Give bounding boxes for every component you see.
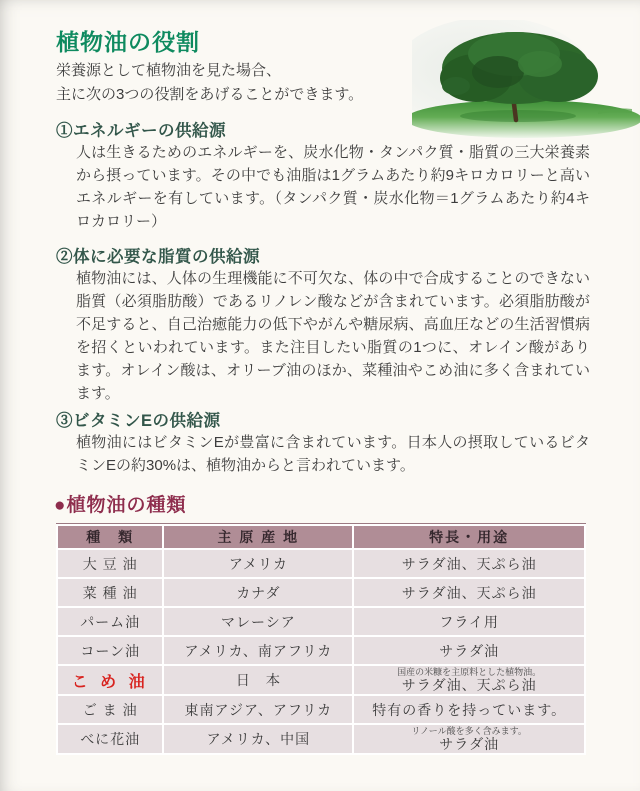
oil-types-table [56, 523, 586, 755]
oil-feature-text: 特有の香りを持っています。 [372, 701, 567, 718]
oil-feature-cell [354, 579, 584, 606]
oil-feature-text: サラダ油、天ぷら油 [401, 555, 537, 572]
table-header-row [58, 526, 584, 548]
column-header-feature: 特長・用途 [354, 526, 584, 548]
oil-type-cell: パーム油 [58, 608, 162, 635]
intro-line-2: 主に次の3つの役割をあげることができます。 [56, 86, 364, 103]
oil-type-cell: ご ま 油 [58, 696, 162, 723]
section-1-heading: ①エネルギーの供給源 [56, 122, 226, 140]
oil-feature-cell [354, 637, 584, 664]
table-row [58, 550, 584, 577]
column-header-type: 種 類 [58, 526, 162, 548]
tree-in-meadow-image [412, 20, 640, 140]
oil-feature-cell [354, 696, 584, 723]
table-row [58, 725, 584, 753]
section-2-heading: ②体に必要な脂質の供給源 [56, 248, 260, 266]
tree-illustration [412, 20, 640, 140]
oil-type-cell: 大 豆 油 [58, 550, 162, 577]
oil-origin-cell: アメリカ、中国 [164, 725, 352, 753]
oil-type-cell: 菜 種 油 [58, 579, 162, 606]
page-title: 植物油の役割 [56, 29, 200, 55]
oil-origin-cell: マレーシア [164, 608, 352, 635]
oil-feature-text: フライ用 [439, 613, 499, 630]
oil-feature-text: サラダ油 [439, 642, 500, 659]
oil-feature-note: 国産の米糠を主原料とした植物油。 [397, 667, 542, 677]
table-row [58, 696, 584, 723]
oil-origin-cell: 日 本 [164, 666, 352, 694]
oil-origin-cell: アメリカ、南アフリカ [164, 637, 352, 664]
intro-line-1: 栄養源として植物油を見た場合、 [56, 62, 282, 79]
oil-table-body [58, 550, 584, 753]
oil-type-cell: べに花油 [58, 725, 162, 753]
oil-feature-cell [354, 550, 584, 577]
oil-feature-text: サラダ油、天ぷら油 [401, 584, 537, 601]
oil-feature-text: サラダ油、天ぷら油 [401, 677, 537, 693]
oil-feature-cell [354, 725, 584, 753]
oil-origin-cell: 東南アジア、アフリカ [164, 696, 352, 723]
oil-origin-cell: カナダ [164, 579, 352, 606]
table-row [58, 579, 584, 606]
section-3-heading: ③ビタミンEの供給源 [56, 412, 221, 430]
oil-feature-text: サラダ油 [439, 736, 500, 752]
oil-feature-note: リノール酸を多く含みます。 [411, 726, 527, 736]
intro-text [56, 59, 363, 107]
oil-type-cell: こ め 油 [58, 666, 162, 694]
oil-feature-cell [354, 666, 584, 694]
column-header-origin: 主 原 産 地 [164, 526, 352, 548]
section-3-body: 植物油にはビタミンEが豊富に含まれています。日本人の摂取しているビタミンEの約30%は、植物油からと言われています。 [76, 434, 590, 474]
oil-type-cell: コーン油 [58, 637, 162, 664]
section-2-body: 植物油には、人体の生理機能に不可欠な、体の中で合成することのできない脂質（必須脂肪酸）であるリノレン酸などが含まれています。必須脂肪酸が不足すると、自己治癒能力の低下やがんや糖尿病、高血圧などの生活習慣病を招くといわれています。また注目したい脂質の1つに、オレイン酸があります。オレイン酸は、オリーブ油のほか、菜種油やこめ油に多く含まれています。 [76, 270, 590, 402]
oil-types-heading: ●植物油の種類 [54, 495, 187, 516]
table-row [58, 666, 584, 694]
section-1-body: 人は生きるためのエネルギーを、炭水化物・タンパク質・脂質の三大栄養素から摂っています。その中でも油脂は1グラムあたり約9キロカロリーと高いエネルギーを有しています。（タンパク質・炭水化物＝1グラムあたり約4キロカロリー） [76, 144, 590, 230]
oil-origin-cell: アメリカ [164, 550, 352, 577]
table-row [58, 637, 584, 664]
table-row [58, 608, 584, 635]
oil-feature-cell [354, 608, 584, 635]
